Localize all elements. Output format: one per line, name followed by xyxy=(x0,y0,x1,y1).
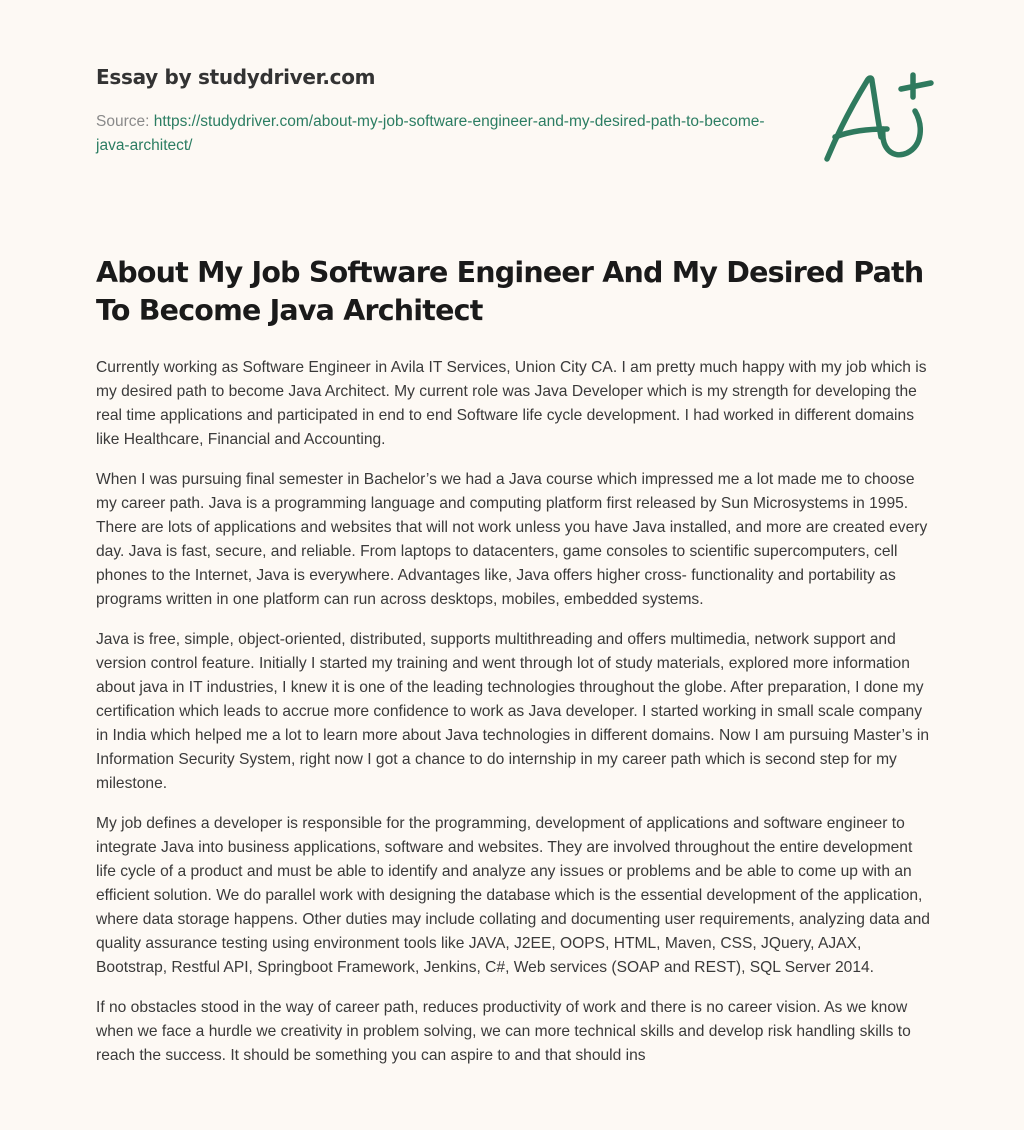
essay-body xyxy=(96,356,932,1084)
essay-paragraph: Java is free, simple, object-oriented, distributed, supports multithreading and offers multimedia, network support and version control feature. Initially I started my training and went through lot of study materials, explored more information about java in IT industries, I knew it is one of the leading technologies throughout the globe. After preparation, I done my certification which leads to accrue more confidence to work as Java developer. I started working in small scale company in India which helped me a lot to learn more about Java technologies in different domains. Now I am pursuing Master’s in Information Security System, right now I got a chance to do internship in my career path which is second step for my milestone. xyxy=(96,631,929,792)
a-plus-grade-icon xyxy=(815,55,935,175)
essay-paragraph: When I was pursuing final semester in Bachelor’s we had a Java course which impressed me a lot made me to choose my career path. Java is a programming language and computing platform first released by Sun Microsystems in 1995. There are lots of applications and websites that will not work unless you have Java installed, and more are created every day. Java is fast, secure, and reliable. From laptops to datacenters, game consoles to scientific supercomputers, cell phones to the Internet, Java is everywhere. Advantages like, Java offers higher cross- functionality and portability as programs written in one platform can run across desktops, mobiles, embedded systems. xyxy=(96,471,928,608)
source-label: Source: xyxy=(96,113,154,130)
site-title: Essay by studydriver.com xyxy=(96,65,376,89)
page-header xyxy=(96,62,776,158)
essay-paragraph: If no obstacles stood in the way of career path, reduces productivity of work and there is no career vision. As we know when we face a hurdle we creativity in problem solving, we can more technical skills and develop risk handling skills to reach the success. It should be something you can aspire to and that should ins xyxy=(96,999,911,1064)
source-line xyxy=(96,110,766,158)
essay-title: About My Job Software Engineer And My Desired Path To Become Java Architect xyxy=(96,256,924,327)
essay-paragraph: My job defines a developer is responsible for the programming, development of applications and software engineer to integrate Java into business applications, software and websites. They are involved throughout the entire development life cycle of a product and must be able to identify and analyze any issues or problems and be able to come up with an efficient solution. We do parallel work with designing the database which is the essential development of the application, where data storage happens. Other duties may include collating and documenting user requirements, analyzing data and quality assurance testing using environment tools like JAVA, J2EE, OOPS, HTML, Maven, CSS, JQuery, AJAX, Bootstrap, Restful API, Springboot Framework, Jenkins, C#, Web services (SOAP and REST), SQL Server 2014. xyxy=(96,815,930,976)
source-link[interactable]: https://studydriver.com/about-my-job-software-engineer-and-my-desired-path-to-become-java-architect/ xyxy=(96,113,765,154)
essay-paragraph: Currently working as Software Engineer in Avila IT Services, Union City CA. I am pretty much happy with my job which is my desired path to become Java Architect. My current role was Java Developer which is my strength for developing the real time applications and participated in end to end Software life cycle development. I had worked in different domains like Healthcare, Financial and Accounting. xyxy=(96,359,927,448)
